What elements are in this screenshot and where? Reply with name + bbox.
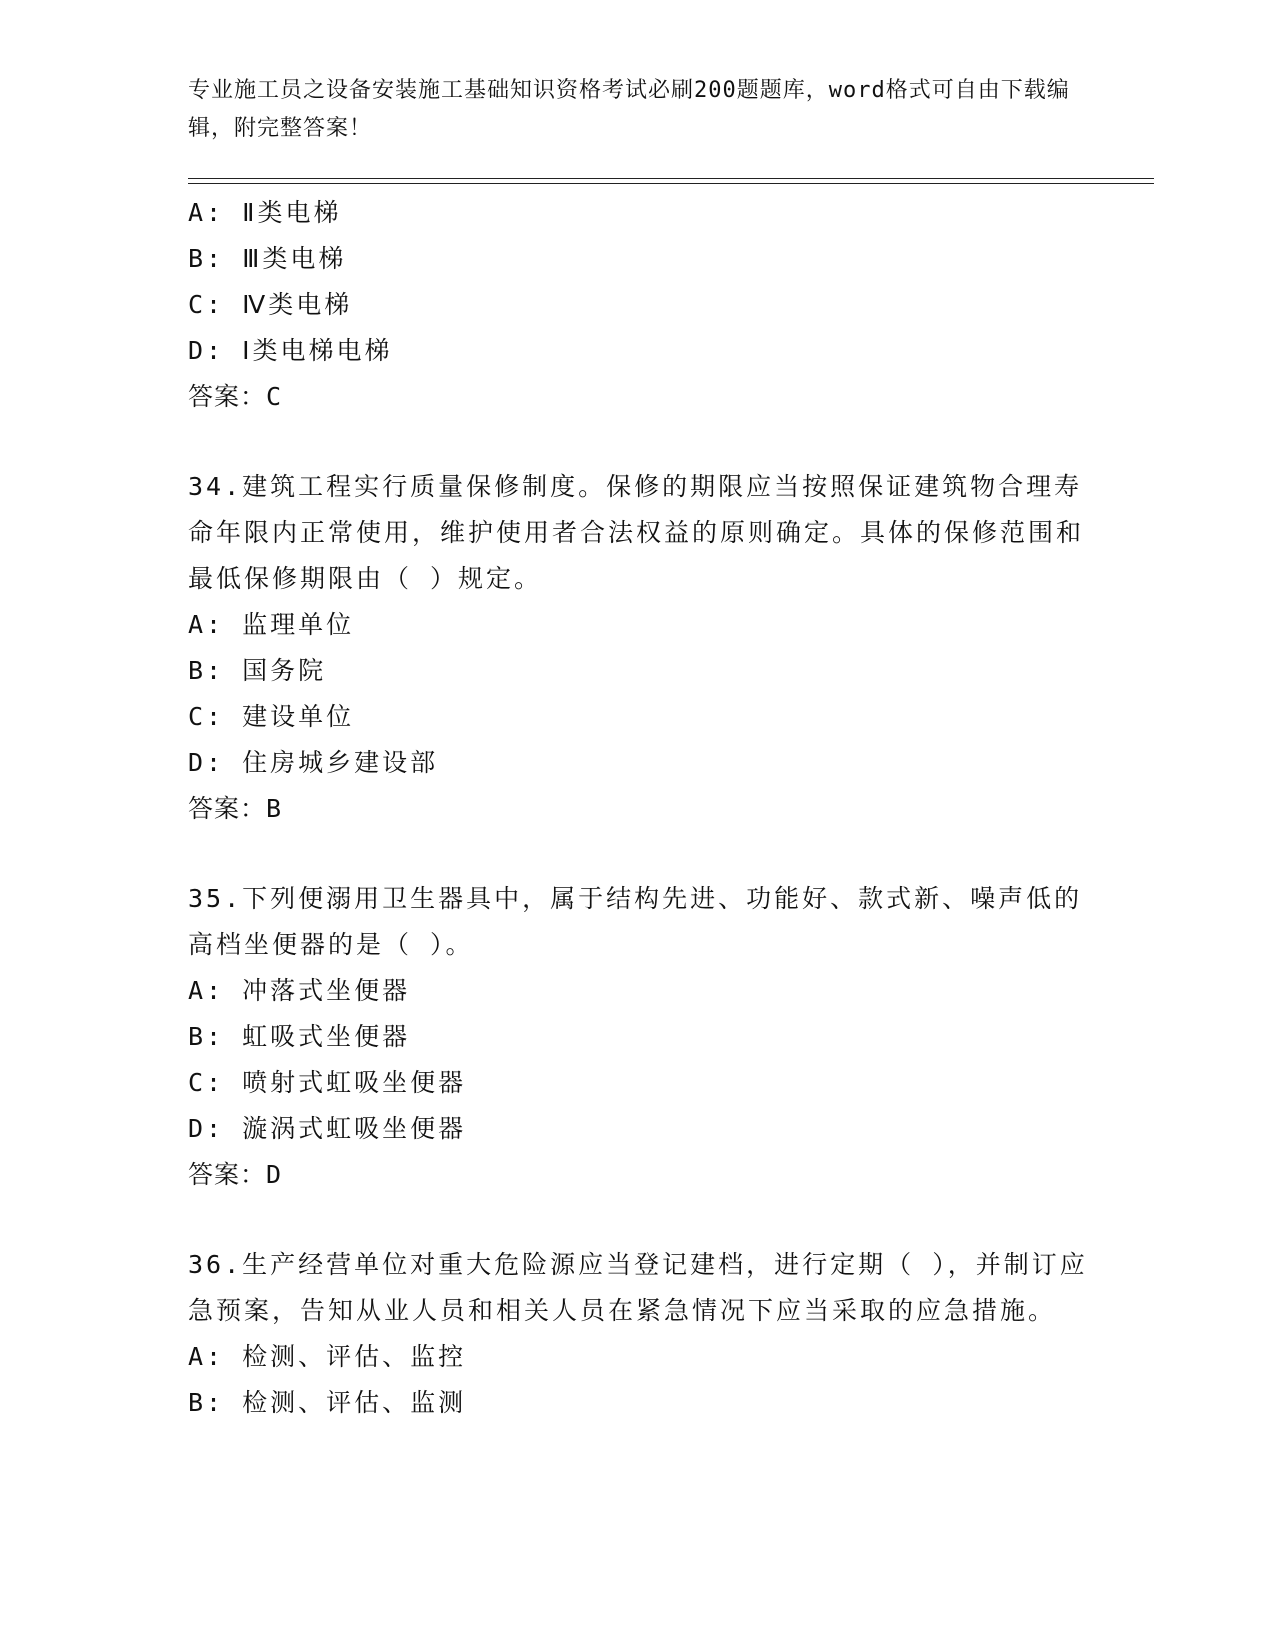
option-a: A: Ⅱ类电梯 [188,198,342,227]
option-c: C: Ⅳ类电梯 [188,290,353,319]
option-b: B: 国务院 [188,656,327,685]
spacer [188,832,1088,876]
option-d: D: Ⅰ类电梯电梯 [188,336,393,365]
question-stem: 36.生产经营单位对重大危险源应当登记建档，进行定期（ ），并制订应急预案，告知从业人员和相关人员在紧急情况下应当采取的应急措施。 [188,1250,1088,1325]
question-stem: 34.建筑工程实行质量保修制度。保修的期限应当按照保证建筑物合理寿命年限内正常使用，维护使用者合法权益的原则确定。具体的保修范围和最低保修期限由（ ）规定。 [188,472,1085,593]
question-stem: 35.下列便溺用卫生器具中，属于结构先进、功能好、款式新、噪声低的高档坐便器的是（ ）。 [188,884,1083,959]
question-content [188,190,1088,1426]
option-a: A: 监理单位 [188,610,355,639]
spacer [188,1198,1088,1242]
option-c: C: 喷射式虹吸坐便器 [188,1068,467,1097]
question-34 [188,464,1088,832]
header-divider-bottom [188,183,1154,184]
option-b: B: 检测、评估、监测 [188,1388,467,1417]
spacer [188,420,1088,464]
option-b: B: Ⅲ类电梯 [188,244,347,273]
option-a: A: 冲落式坐便器 [188,976,411,1005]
document-header: 专业施工员之设备安装施工基础知识资格考试必刷200题题库，word格式可自由下载编辑，附完整答案！ [188,78,1070,141]
option-c: C: 建设单位 [188,702,355,731]
question-33-partial [188,190,1088,420]
option-b: B: 虹吸式坐便器 [188,1022,411,1051]
question-35 [188,876,1088,1198]
question-36 [188,1242,1088,1426]
header-divider-top [188,178,1154,179]
option-d: D: 漩涡式虹吸坐便器 [188,1114,467,1143]
answer-text: 答案：C [188,382,283,411]
answer-text: 答案：D [188,1160,283,1189]
option-d: D: 住房城乡建设部 [188,748,439,777]
option-a: A: 检测、评估、监控 [188,1342,467,1371]
answer-text: 答案：B [188,794,283,823]
